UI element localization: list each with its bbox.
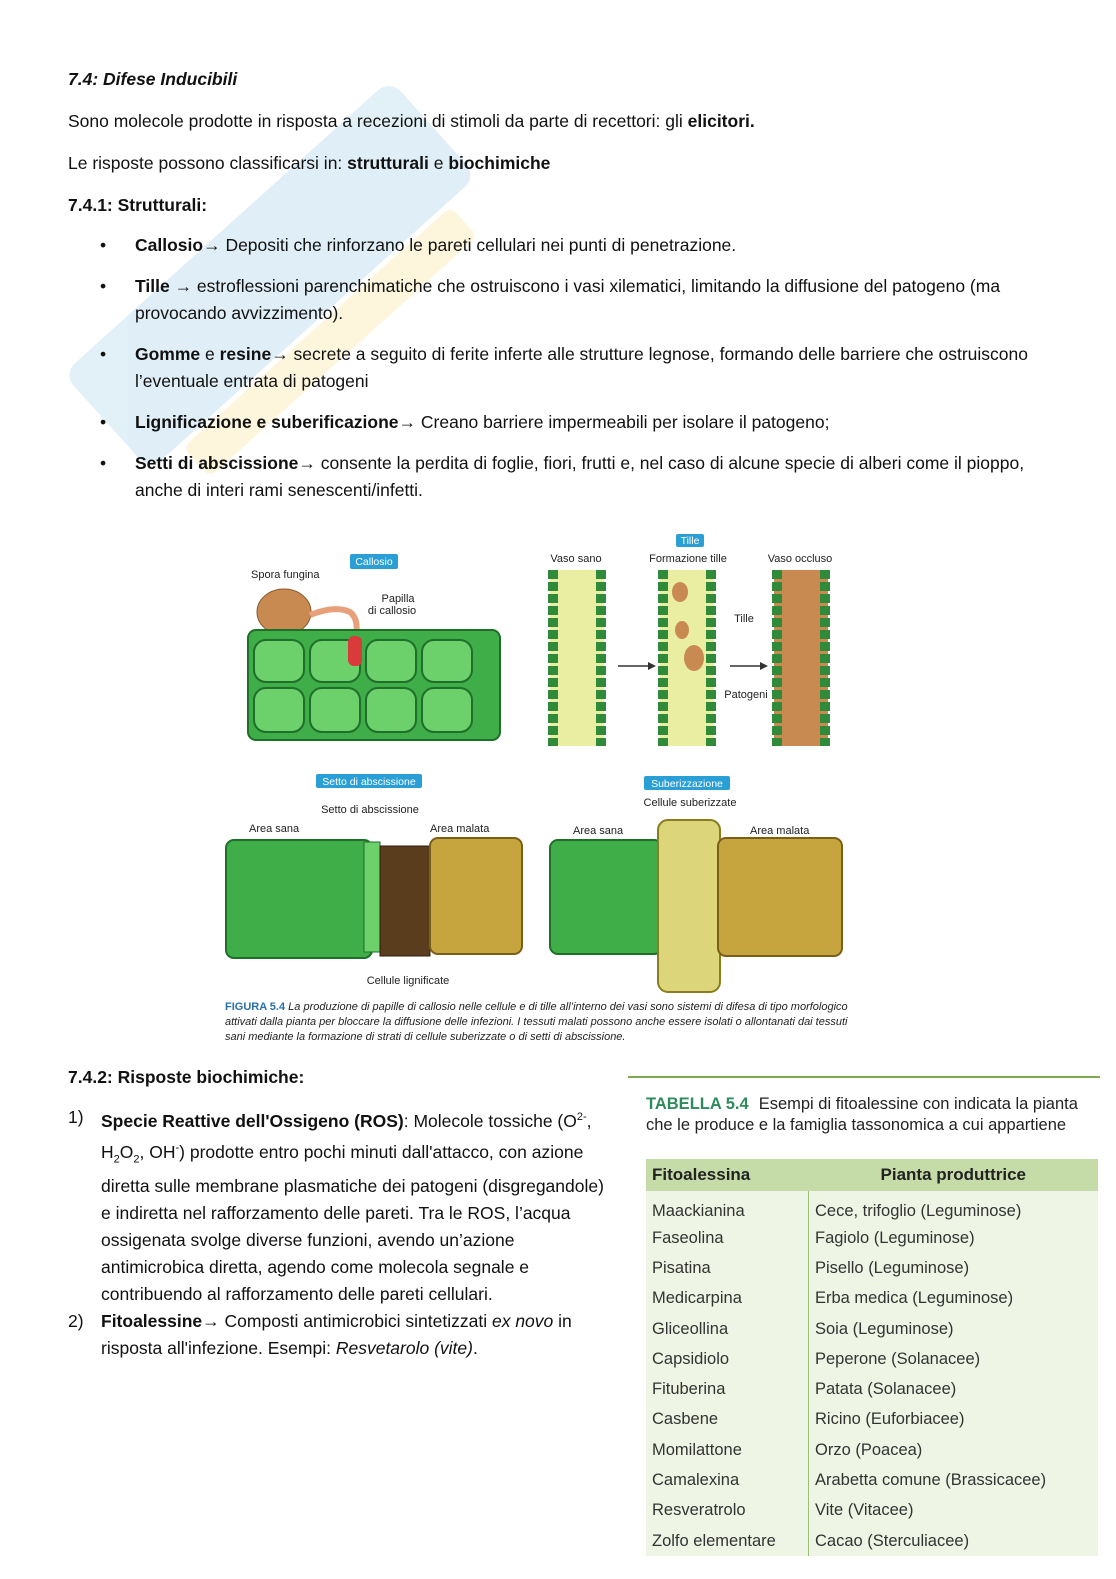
- ros-sub-2: 2: [133, 1153, 140, 1166]
- table-title: [646, 1094, 1096, 1136]
- strutturali-list: [68, 232, 1058, 518]
- diseased-tissue-2: [718, 838, 842, 956]
- suberized-cells: [658, 820, 720, 992]
- arrow-head-1: [648, 662, 656, 670]
- cell-fitoalessina: Resveratrolo: [646, 1496, 809, 1526]
- fitoalessine-term: Fitoalessine: [101, 1311, 203, 1332]
- cell-pianta: Arabetta comune (Brassicacee): [809, 1465, 1099, 1495]
- figure-5-4-illustration: [220, 530, 860, 1050]
- cell-fitoalessina: Capsidiolo: [646, 1344, 809, 1374]
- bullet-dot: •: [100, 235, 107, 255]
- cellule-suberizzate-label: Cellule suberizzate: [643, 797, 737, 809]
- caption-figure-tag: FIGURA 5.4: [225, 1001, 286, 1013]
- list-item: [68, 232, 1058, 259]
- item-number: 2): [68, 1311, 84, 1332]
- ros-text-c: O: [119, 1141, 134, 1162]
- table-row: [646, 1465, 1098, 1495]
- cell-fitoalessina: Gliceollina: [646, 1314, 809, 1344]
- cell-fitoalessina: Medicarpina: [646, 1284, 809, 1314]
- fito-text-b: in risposta all'infezione. Esempi:: [101, 1311, 572, 1359]
- header-fitoalessina: Fitoalessina: [646, 1159, 809, 1191]
- lignified-cells: [380, 846, 430, 956]
- area-sana-label-1: Area sana: [249, 823, 300, 835]
- table-5-4: [628, 1076, 1100, 1576]
- area-malata-label-2: Area malata: [750, 825, 810, 837]
- suberization-panel: [550, 776, 842, 992]
- item-text: → Depositi che rinforzano le pareti cellulari nei punti di penetrazione.: [203, 235, 737, 255]
- item-term-2: resine: [219, 344, 272, 364]
- classif-and: e: [428, 153, 449, 173]
- fito-text-a: → Composti antimicrobici sintetizzati: [202, 1311, 492, 1332]
- header-pianta: Pianta produttrice: [809, 1159, 1099, 1191]
- abscission-layer: [364, 842, 380, 952]
- strutturali-title: 7.4.1: Strutturali:: [68, 195, 208, 215]
- patogeni-label: Patogeni: [724, 689, 768, 701]
- tille-tag: Tille: [680, 535, 700, 547]
- item-text: → Creano barriere impermeabili per isolare il patogeno;: [398, 412, 830, 432]
- classification-paragraph: [68, 150, 1068, 177]
- list-item: [68, 273, 1058, 327]
- table-row: [646, 1223, 1098, 1253]
- item-text: → secrete a seguito di ferite inferte alle strutture legnose, formando delle barriere che ostruiscono l’eventuale entrata di patogeni: [135, 344, 1028, 391]
- ros-text-e: ) prodotte entro pochi minuti dall'attacco, con azione diretta sulle membrane plasmatiche dei patogeni (disgregandole) e indiretta nel rafforzamento delle pareti. Tra le ROS, l’acqua ossigenata svolge diverse funzioni, avendo un’azione antimicrobica diretta, agendo come molecola segnale e contribuendo al rafforzamento delle pareti cellulari.: [101, 1141, 604, 1305]
- table-row: [646, 1191, 1098, 1223]
- cell-pianta: Cacao (Sterculiacee): [809, 1526, 1099, 1556]
- table-row: [646, 1344, 1098, 1374]
- cell-pianta: Orzo (Poacea): [809, 1435, 1099, 1465]
- cell-pianta: Ricino (Euforbiacee): [809, 1405, 1099, 1435]
- intro-paragraph: [68, 108, 1068, 135]
- vessel-healthy: [550, 570, 604, 746]
- cell-fitoalessina: Maackianina: [646, 1191, 809, 1223]
- area-malata-label-1: Area malata: [430, 823, 490, 835]
- cell-fitoalessina: Momilattone: [646, 1435, 809, 1465]
- callose-papilla: [348, 636, 362, 666]
- abscission-panel: [226, 774, 522, 987]
- cell-fitoalessina: Faseolina: [646, 1223, 809, 1253]
- cell-pianta: Patata (Solanacee): [809, 1374, 1099, 1404]
- section-title: 7.4: Difese Inducibili: [68, 69, 238, 89]
- setto-tag: Setto di abscissione: [322, 776, 416, 788]
- healthy-tissue-2: [550, 840, 662, 954]
- papilla-label-2: di callosio: [367, 605, 417, 617]
- intro-text: Sono molecole prodotte in risposta a recezioni di stimoli da parte di recettori: gli: [68, 111, 688, 131]
- classif-biochimiche: biochimiche: [448, 153, 551, 173]
- table-row: [646, 1435, 1098, 1465]
- spore-shape: [257, 589, 311, 635]
- intro-elicitori: elicitori.: [687, 111, 755, 131]
- table-tag: TABELLA 5.4: [646, 1095, 749, 1113]
- ros-term: Specie Reattive dell'Ossigeno (ROS): [101, 1110, 404, 1131]
- item-term: Lignificazione e suberificazione: [135, 412, 399, 432]
- cell-fitoalessina: Zolfo elementare: [646, 1526, 809, 1556]
- list-item: [68, 450, 1058, 504]
- cell-pianta: Cece, trifoglio (Leguminose): [809, 1191, 1099, 1223]
- cell-pianta: Soia (Leguminose): [809, 1314, 1099, 1344]
- item-text: → estroflessioni parenchimatiche che ostruiscono i vasi xilematici, limitando la diffusione del patogeno (ma provocando avvizzimento).: [135, 276, 1001, 323]
- suber-tag: Suberizzazione: [651, 778, 723, 790]
- list-item-ros: [68, 1104, 613, 1308]
- spora-label: Spora fungina: [251, 569, 320, 581]
- item-term: Gomme: [135, 344, 201, 364]
- fito-ex-novo: ex novo: [491, 1311, 554, 1332]
- diseased-tissue-1: [430, 838, 522, 954]
- setto-label: Setto di abscissione: [321, 804, 419, 816]
- item-number: 1): [68, 1107, 84, 1127]
- table-row: [646, 1284, 1098, 1314]
- cell-fitoalessina: Pisatina: [646, 1253, 809, 1283]
- table-header-row: [646, 1159, 1098, 1191]
- figure-caption: [225, 1000, 855, 1045]
- cell-fitoalessina: Fituberina: [646, 1374, 809, 1404]
- biochimiche-list: [68, 1104, 613, 1362]
- fito-text-c: .: [472, 1338, 478, 1359]
- healthy-tissue-1: [226, 840, 372, 958]
- fito-example: Resvetarolo (vite): [335, 1338, 473, 1359]
- ros-sup-2: -: [175, 1141, 180, 1154]
- fitoalessine-table: [646, 1159, 1098, 1556]
- table-row: [646, 1526, 1098, 1556]
- item-conj: e: [200, 344, 220, 364]
- table-row: [646, 1374, 1098, 1404]
- bullet-dot: •: [100, 276, 107, 296]
- table-row: [646, 1496, 1098, 1526]
- cellule-lignificate-label: Cellule lignificate: [366, 975, 450, 987]
- classif-text: Le risposte possono classificarsi in:: [68, 153, 348, 173]
- item-text: → consente la perdita di foglie, fiori, frutti e, nel caso di alcune specie di alberi come il pioppo, anche di interi rami senescenti/infetti.: [135, 453, 1025, 500]
- table-row: [646, 1253, 1098, 1283]
- tille-panel: [550, 534, 832, 746]
- ros-text-d: , OH: [139, 1141, 176, 1162]
- item-term: Setti di abscissione: [135, 453, 299, 473]
- list-item-fitoalessine: [68, 1308, 613, 1362]
- table-top-rule: [628, 1076, 1100, 1078]
- ros-text-b: , H: [101, 1110, 592, 1162]
- bullet-dot: •: [100, 344, 107, 364]
- ros-sup-1: 2-: [576, 1111, 587, 1123]
- classif-strutturali: strutturali: [347, 153, 429, 173]
- cell-fitoalessina: Casbene: [646, 1405, 809, 1435]
- ros-text-a: : Molecole tossiche (O: [403, 1110, 577, 1131]
- vaso-sano-label: Vaso sano: [550, 553, 602, 565]
- table-title-text: Esempi di fitoalessine con indicata la pianta che le produce e la famiglia tassonomica a cui appartiene: [646, 1095, 1078, 1134]
- biochimiche-title: 7.4.2: Risposte biochimiche:: [68, 1067, 305, 1087]
- caption-text: La produzione di papille di callosio nelle cellule e di tille all’interno dei vasi sono sistemi di difesa di tipo morfologico attivati dalla pianta per bloccare la diffusione delle infezioni. I tessuti malati possono anche essere isolati o allontanati dai tessuti sani mediante la formazione di strati di cellule suberizzate o di setti di abscissione.: [225, 1001, 848, 1043]
- cell-pianta: Vite (Vitacee): [809, 1496, 1099, 1526]
- list-item: [68, 409, 1058, 436]
- arrow-head-2: [760, 662, 768, 670]
- item-term: Tille: [135, 276, 170, 296]
- vaso-occluso-label: Vaso occluso: [767, 553, 833, 565]
- callosio-panel: [248, 554, 500, 740]
- area-sana-label-2: Area sana: [573, 825, 624, 837]
- cell-pianta: Peperone (Solanacee): [809, 1344, 1099, 1374]
- cell-fitoalessina: Camalexina: [646, 1465, 809, 1495]
- formazione-tille-label: Formazione tille: [649, 553, 727, 565]
- list-item: [68, 341, 1058, 395]
- ros-sub-1: 2: [113, 1153, 120, 1166]
- callosio-tag: Callosio: [355, 556, 393, 568]
- table-row: [646, 1314, 1098, 1344]
- table-row: [646, 1405, 1098, 1435]
- cell-pianta: Erba medica (Leguminose): [809, 1284, 1099, 1314]
- cell-pianta: Fagiolo (Leguminose): [809, 1223, 1099, 1253]
- vessel-occluded: [774, 570, 828, 746]
- item-term: Callosio: [135, 235, 204, 255]
- bullet-dot: •: [100, 453, 107, 473]
- tille-label: Tille: [734, 613, 754, 625]
- cell-pianta: Pisello (Leguminose): [809, 1253, 1099, 1283]
- bullet-dot: •: [100, 412, 107, 432]
- papilla-label-1: Papilla: [381, 593, 415, 605]
